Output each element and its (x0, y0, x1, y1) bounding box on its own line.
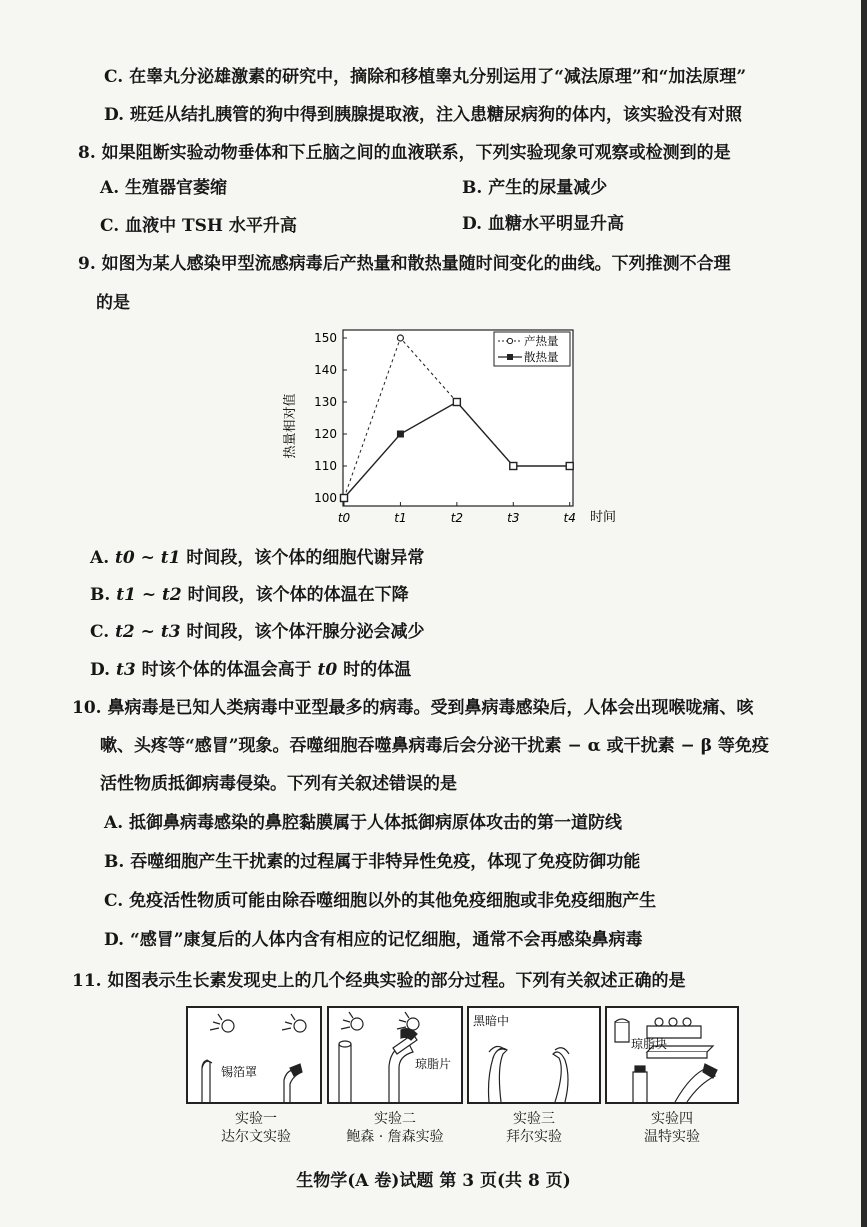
experiment2-panel (327, 1006, 463, 1104)
data-point-shared (566, 463, 573, 470)
q10-stem-line3: 活性物质抵御病毒侵染。下列有关叙述错误的是 (100, 774, 457, 794)
q9-option-a: A. t0 ~ t1 时间段，该个体的细胞代谢异常 (90, 548, 425, 568)
darkness-label: 黑暗中 (473, 1014, 510, 1028)
q9-stem-line1: 9. 如图为某人感染甲型流感病毒后产热量和散热量随时间变化的曲线。下列推测不合理 (78, 254, 731, 274)
q10-option-b: B. 吞噬细胞产生干扰素的过程属于非特异性免疫，体现了免疫防御功能 (104, 852, 641, 872)
q8-option-b: B. 产生的尿量减少 (462, 178, 608, 198)
x-tick-label: t2 (450, 511, 464, 525)
y-tick-label: 140 (314, 363, 337, 377)
experiment3-drawing (469, 1008, 599, 1102)
experiment1-drawing (188, 1008, 320, 1102)
y-tick-label: 150 (314, 331, 337, 345)
experiment2-caption: 实验二 鲍森 · 詹森实验 (346, 1111, 444, 1145)
q8-stem: 8. 如果阻断实验动物垂体和下丘脑之间的血液联系，下列实验现象可观察或检测到的是 (78, 143, 731, 163)
x-tick-label: t0 (337, 511, 351, 525)
chart-legend (494, 332, 570, 366)
legend-label-produce: 产热量 (524, 334, 559, 348)
agar-sheet-label: 琼脂片 (415, 1057, 452, 1071)
sun-icon (294, 1020, 306, 1032)
y-tick-label: 130 (314, 395, 337, 409)
scan-edge (861, 0, 867, 1227)
data-point-shared (453, 399, 460, 406)
q10-option-a: A. 抵御鼻病毒感染的鼻腔黏膜属于人体抵御病原体攻击的第一道防线 (104, 813, 623, 833)
x-tick-label: t1 (394, 511, 407, 525)
range-t0-t1: t0 ~ t1 (115, 548, 181, 568)
agar-block-label: 琼脂块 (631, 1037, 668, 1051)
sun-icon (222, 1020, 234, 1032)
q11-stem: 11. 如图表示生长素发现史上的几个经典实验的部分过程。下列有关叙述正确的是 (72, 971, 686, 991)
experiment4-drawing (607, 1008, 737, 1102)
y-tick-label: 110 (314, 459, 337, 473)
q10-option-d: D. “感冒”康复后的人体内含有相应的记忆细胞，通常不会再感染鼻病毒 (104, 930, 643, 950)
q9-option-c: C. t2 ~ t3 时间段，该个体汗腺分泌会减少 (90, 622, 425, 642)
x-tick-label: t4 (563, 511, 576, 525)
experiment4-caption: 实验四 温特实验 (644, 1111, 700, 1145)
q9-option-b: B. t1 ~ t2 时间段，该个体的体温在下降 (90, 585, 409, 605)
q10-option-c: C. 免疫活性物质可能由除吞噬细胞以外的其他免疫细胞或非免疫细胞产生 (104, 891, 657, 911)
sun-icon (351, 1018, 363, 1030)
q9-stem-line2: 的是 (96, 293, 130, 313)
q10-stem-line2: 嗽、头疼等“感冒”现象。吞噬细胞吞噬鼻病毒后会分泌干扰素 − α 或干扰素 − β 等免疫 (100, 736, 769, 756)
q8-option-c: C. 血液中 TSH 水平升高 (100, 216, 297, 236)
legend-marker-dissipate (507, 354, 513, 360)
q7-option-d: D. 班廷从结扎胰管的狗中得到胰腺提取液，注入患糖尿病狗的体内，该实验没有对照 (104, 105, 742, 125)
data-point-dissipate (397, 431, 404, 438)
q7-option-c: C. 在睾丸分泌雄激素的研究中，摘除和移植睾丸分别运用了“减法原理”和“加法原理” (104, 67, 747, 87)
y-tick-label: 100 (314, 491, 337, 505)
data-point-shared (341, 495, 348, 502)
time-t0: t0 (317, 660, 338, 680)
heat-chart (280, 318, 630, 533)
x-tick-label: t3 (507, 511, 520, 525)
q8-option-d: D. 血糖水平明显升高 (462, 214, 624, 234)
q10-stem-line1: 10. 鼻病毒是已知人类病毒中亚型最多的病毒。受到鼻病毒感染后，人体会出现喉咙痛、咳 (72, 698, 754, 718)
chart-xlabel: 时间 (590, 510, 617, 525)
range-t1-t2: t1 ~ t2 (116, 585, 182, 605)
q8-option-a: A. 生殖器官萎缩 (100, 178, 228, 198)
experiment3-caption: 实验三 拜尔实验 (506, 1111, 562, 1145)
experiment3-panel (467, 1006, 601, 1104)
experiment1-caption: 实验一 达尔文实验 (221, 1111, 291, 1145)
data-point-produce (397, 335, 403, 341)
foil-cap-label: 锡箔罩 (221, 1065, 258, 1079)
experiment4-panel (605, 1006, 739, 1104)
legend-label-dissipate: 散热量 (524, 350, 559, 364)
experiment1-panel (186, 1006, 322, 1104)
data-point-shared (510, 463, 517, 470)
q9-option-d: D. t3 时该个体的体温会高于 t0 时的体温 (90, 660, 412, 680)
legend-marker-produce (507, 338, 512, 343)
range-t2-t3: t2 ~ t3 (115, 622, 181, 642)
time-t3: t3 (115, 660, 136, 680)
page-footer: 生物学(A 卷)试题 第 3 页(共 8 页) (296, 1171, 571, 1191)
y-tick-label: 120 (314, 427, 337, 441)
experiment2-drawing (329, 1008, 461, 1102)
chart-ylabel: 热量相对值 (283, 393, 298, 459)
sun-icon (407, 1018, 419, 1030)
